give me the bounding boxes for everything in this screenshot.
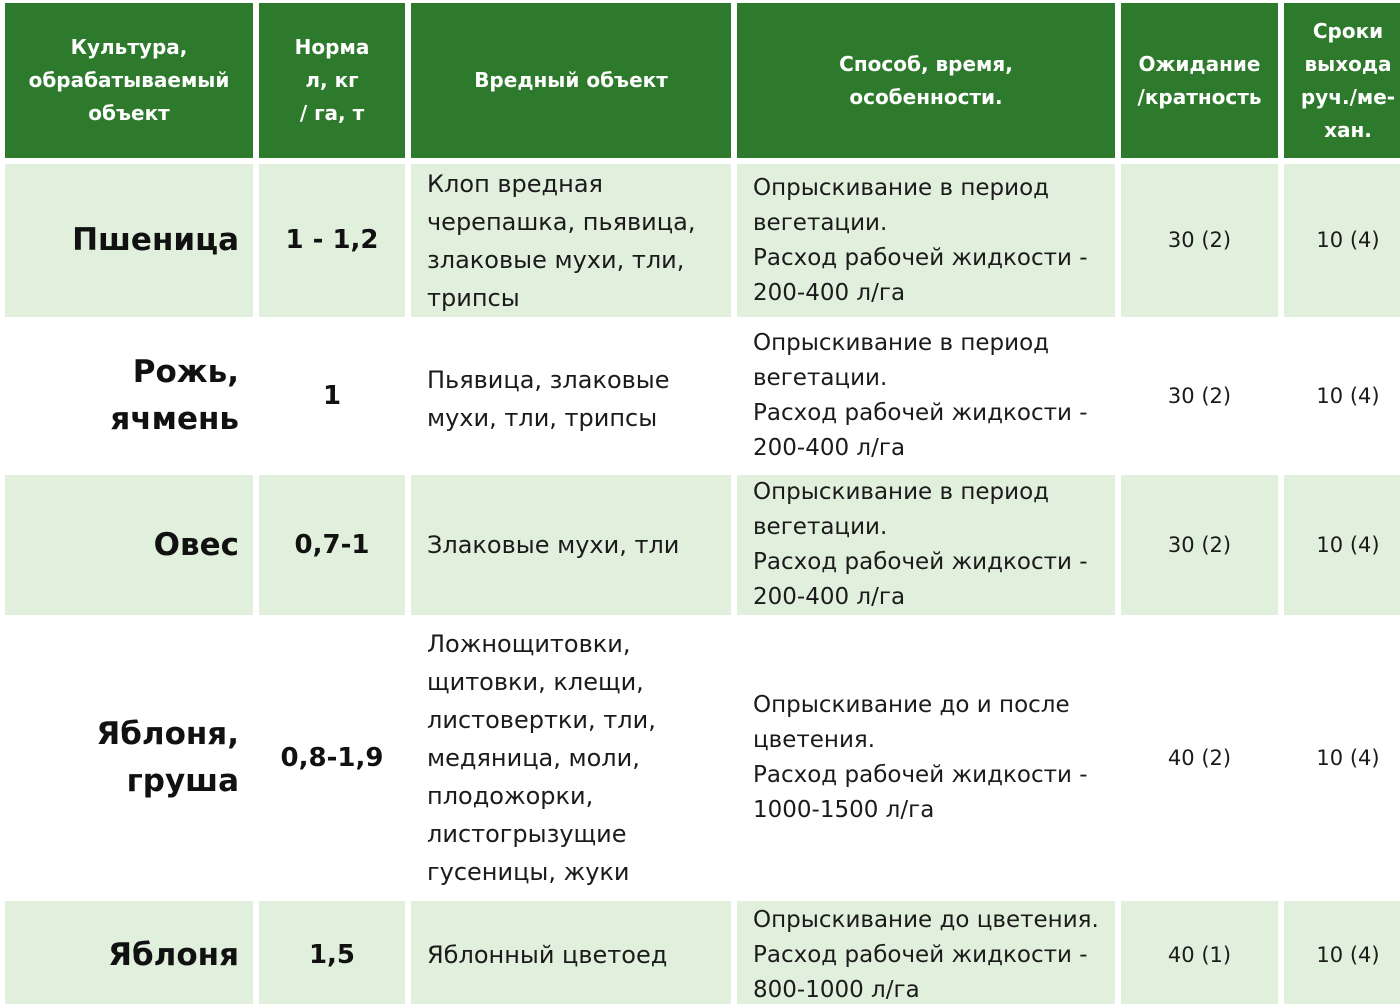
crop-cell: Яблоня, груша — [5, 621, 253, 895]
terms-cell: 10 (4) — [1284, 475, 1400, 615]
header-terms: Сроки выхода руч./ме- хан. — [1284, 3, 1400, 158]
wait-cell: 30 (2) — [1121, 164, 1278, 317]
pest-cell: Ложнощитовки, щитовки, клещи, листовертки, тли, медяница, моли, плодожорки, листогрызущие гусеницы, жуки — [411, 621, 731, 895]
table-row — [5, 475, 1400, 615]
wait-cell: 30 (2) — [1121, 475, 1278, 615]
terms-cell: 10 (4) — [1284, 323, 1400, 469]
terms-cell: 10 (4) — [1284, 621, 1400, 895]
header-wait: Ожидание /кратность — [1121, 3, 1278, 158]
terms-cell: 10 (4) — [1284, 164, 1400, 317]
header-pest: Вредный объект — [411, 3, 731, 158]
table-row — [5, 323, 1400, 469]
norm-cell: 1 — [259, 323, 405, 469]
table-row — [5, 164, 1400, 317]
header-norm: Норма л, кг / га, т — [259, 3, 405, 158]
crop-cell: Пшеница — [5, 164, 253, 317]
wait-cell: 30 (2) — [1121, 323, 1278, 469]
table-row — [5, 901, 1400, 1004]
norm-cell: 0,7-1 — [259, 475, 405, 615]
pest-cell: Клоп вредная черепашка, пьявица, злаковые мухи, тли, трипсы — [411, 164, 731, 317]
method-cell: Опрыскивание до цветения. Расход рабочей жидкости - 800-1000 л/га — [737, 901, 1115, 1004]
norm-cell: 1 - 1,2 — [259, 164, 405, 317]
method-cell: Опрыскивание до и после цветения. Расход рабочей жидкости - 1000-1500 л/га — [737, 621, 1115, 895]
crop-cell: Овес — [5, 475, 253, 615]
method-cell: Опрыскивание в период вегетации. Расход рабочей жидкости - 200-400 л/га — [737, 475, 1115, 615]
pest-cell: Пьявица, злаковые мухи, тли, трипсы — [411, 323, 731, 469]
method-cell: Опрыскивание в период вегетации. Расход рабочей жидкости - 200-400 л/га — [737, 164, 1115, 317]
table-row — [5, 621, 1400, 895]
method-cell: Опрыскивание в период вегетации. Расход рабочей жидкости - 200-400 л/га — [737, 323, 1115, 469]
wait-cell: 40 (1) — [1121, 901, 1278, 1004]
pest-cell: Яблонный цветоед — [411, 901, 731, 1004]
header-method: Способ, время, особенности. — [737, 3, 1115, 158]
crop-cell: Яблоня — [5, 901, 253, 1004]
wait-cell: 40 (2) — [1121, 621, 1278, 895]
norm-cell: 0,8-1,9 — [259, 621, 405, 895]
norm-cell: 1,5 — [259, 901, 405, 1004]
terms-cell: 10 (4) — [1284, 901, 1400, 1004]
crop-cell: Рожь, ячмень — [5, 323, 253, 469]
pest-cell: Злаковые мухи, тли — [411, 475, 731, 615]
header-row — [5, 3, 1400, 158]
header-crop: Культура, обрабатываемый объект — [5, 3, 253, 158]
